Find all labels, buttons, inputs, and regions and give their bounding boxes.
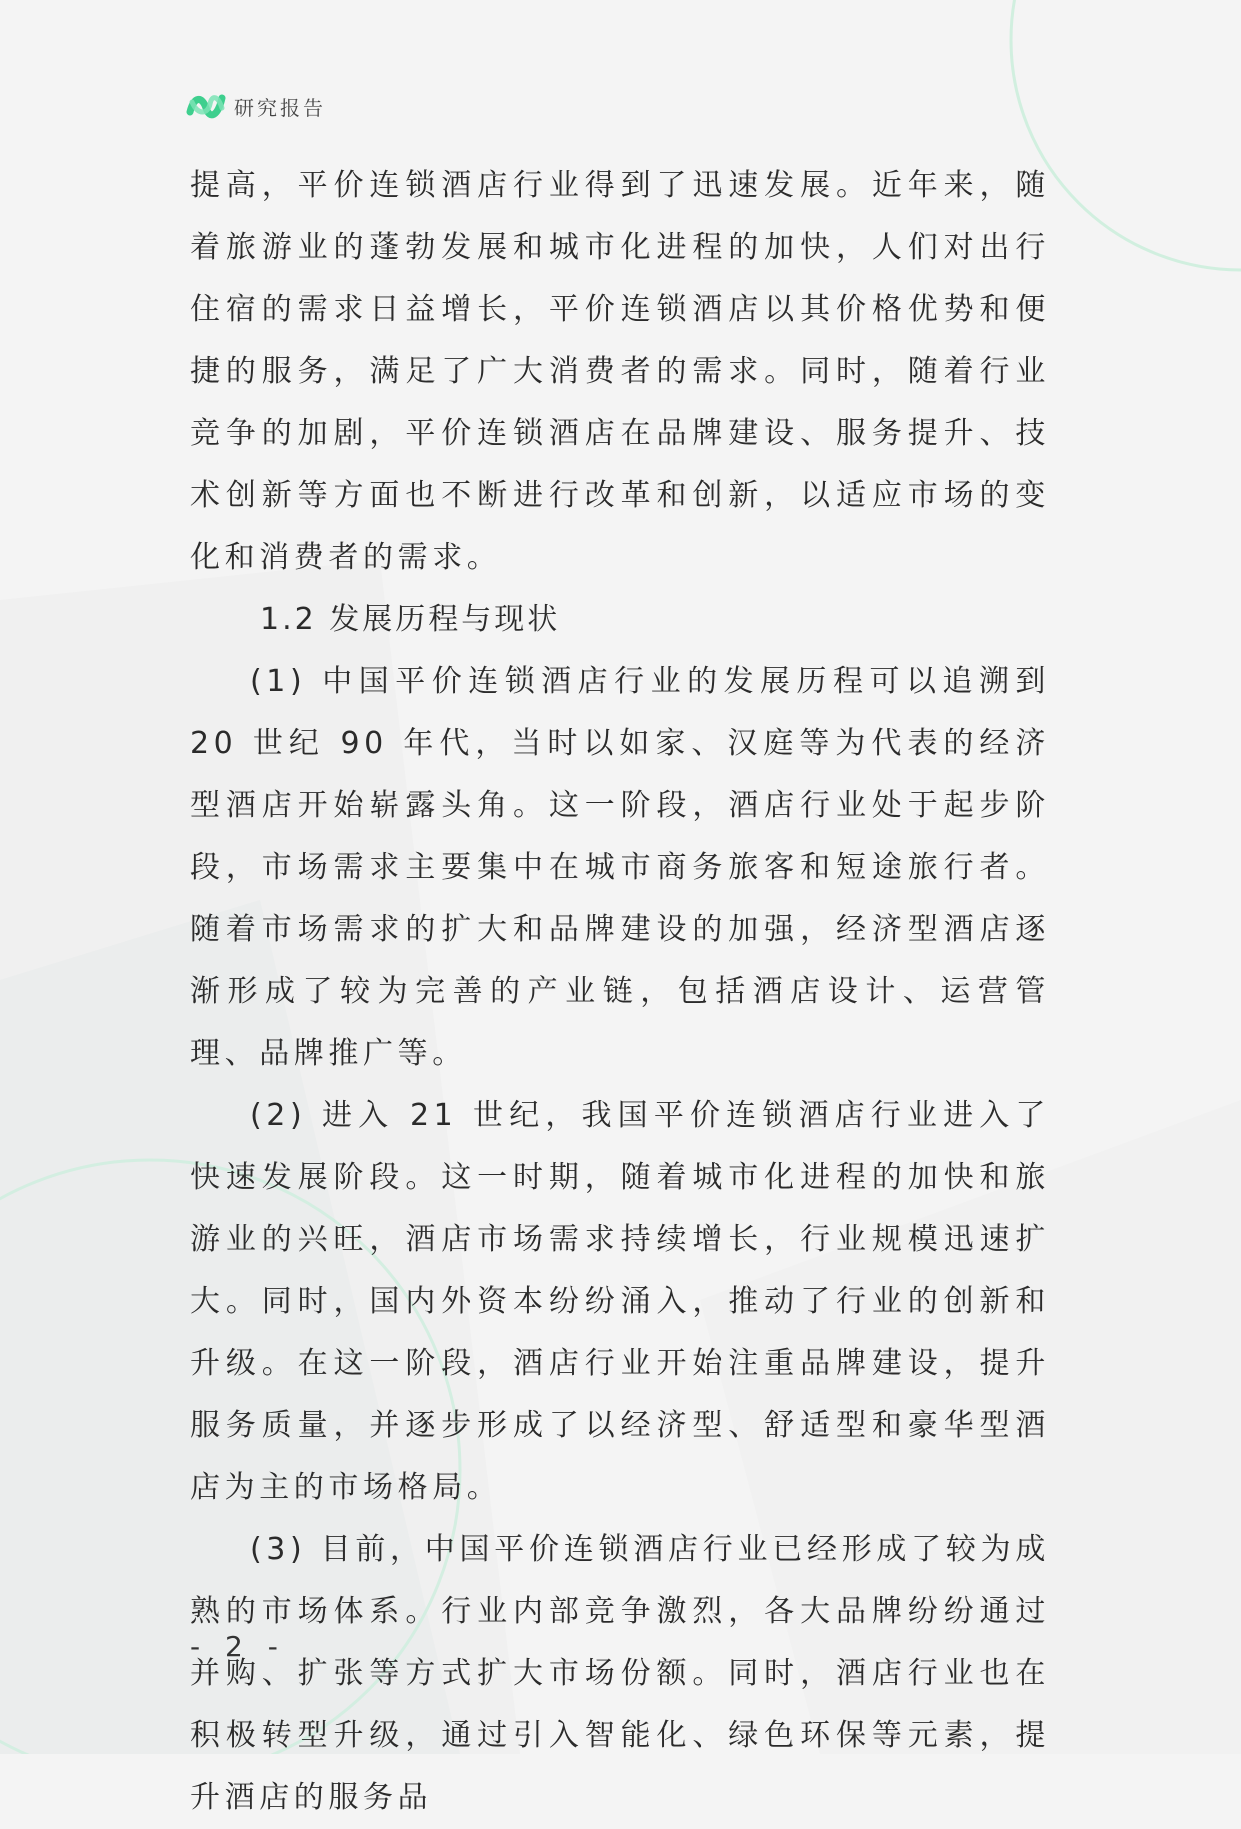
body-paragraph: (3) 目前，中国平价连锁酒店行业已经形成了较为成熟的市场体系。行业内部竞争激烈，各大品牌纷纷通过并购、扩张等方式扩大市场份额。同时，酒店行业也在积极转型升级，通过引入智能化、绿色环保等元素，提升酒店的服务品: [190, 1532, 1050, 1815]
report-body: [190, 155, 1050, 1829]
section-heading: 1.2 发展历程与现状: [260, 602, 561, 637]
body-paragraph: (2) 进入 21 世纪，我国平价连锁酒店行业进入了快速发展阶段。这一时期，随着城市化进程的加快和旅游业的兴旺，酒店市场需求持续增长，行业规模迅速扩大。同时，国内外资本纷纷涌入，推动了行业的创新和升级。在这一阶段，酒店行业开始注重品牌建设，提升服务质量，并逐步形成了以经济型、舒适型和豪华型酒店为主的市场格局。: [190, 1098, 1050, 1505]
page-number: - 2 -: [190, 1630, 286, 1663]
body-paragraph: (1) 中国平价连锁酒店行业的发展历程可以追溯到 20 世纪 90 年代，当时以如家、汉庭等为代表的经济型酒店开始崭露头角。这一阶段，酒店行业处于起步阶段，市场需求主要集中在城市商务旅客和短途旅行者。随着市场需求的扩大和品牌建设的加强，经济型酒店逐渐形成了较为完善的产业链，包括酒店设计、运营管理、品牌推广等。: [190, 664, 1050, 1071]
ribbon-logo-icon: [186, 86, 226, 126]
header-title: 研究报告: [234, 95, 326, 120]
body-paragraph: 提高，平价连锁酒店行业得到了迅速发展。近年来，随着旅游业的蓬勃发展和城市化进程的加快，人们对出行住宿的需求日益增长，平价连锁酒店以其价格优势和便捷的服务，满足了广大消费者的需求。同时，随着行业竞争的加剧，平价连锁酒店在品牌建设、服务提升、技术创新等方面也不断进行改革和创新，以适应市场的变化和消费者的需求。: [190, 168, 1050, 575]
report-header: [186, 86, 326, 126]
